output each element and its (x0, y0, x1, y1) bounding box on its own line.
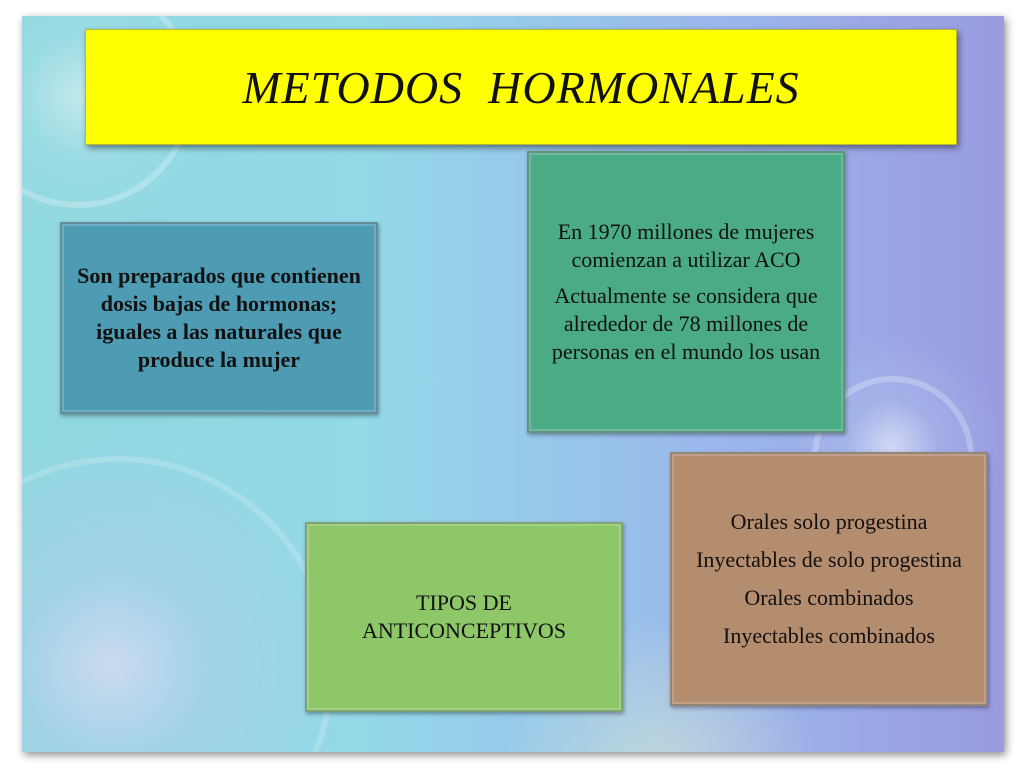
definition-text: Son preparados que contienen dosis bajas de hormonas; iguales a las naturales que produce la mujer (77, 263, 361, 372)
decorative-orb (22, 456, 334, 752)
slide-title: METODOS HORMONALES (242, 61, 800, 113)
types-box (305, 522, 623, 712)
list-item: Inyectables de solo progestina (696, 547, 962, 572)
list-item: Orales combinados (744, 585, 914, 610)
history-paragraph: Actualmente se considera que alrededor de 78 millones de personas en el mundo los usan (551, 283, 821, 364)
slide (22, 16, 1004, 752)
list-item: Inyectables combinados (723, 623, 935, 648)
definition-box (60, 222, 378, 414)
types-list-box (670, 452, 988, 706)
list-item: Orales solo progestina (730, 509, 928, 534)
history-box (527, 151, 845, 433)
types-heading: TIPOS DE ANTICONCEPTIVOS (361, 590, 567, 643)
history-paragraph: En 1970 millones de mujeres comienzan a utilizar ACO (557, 219, 815, 272)
title-box (85, 29, 957, 145)
